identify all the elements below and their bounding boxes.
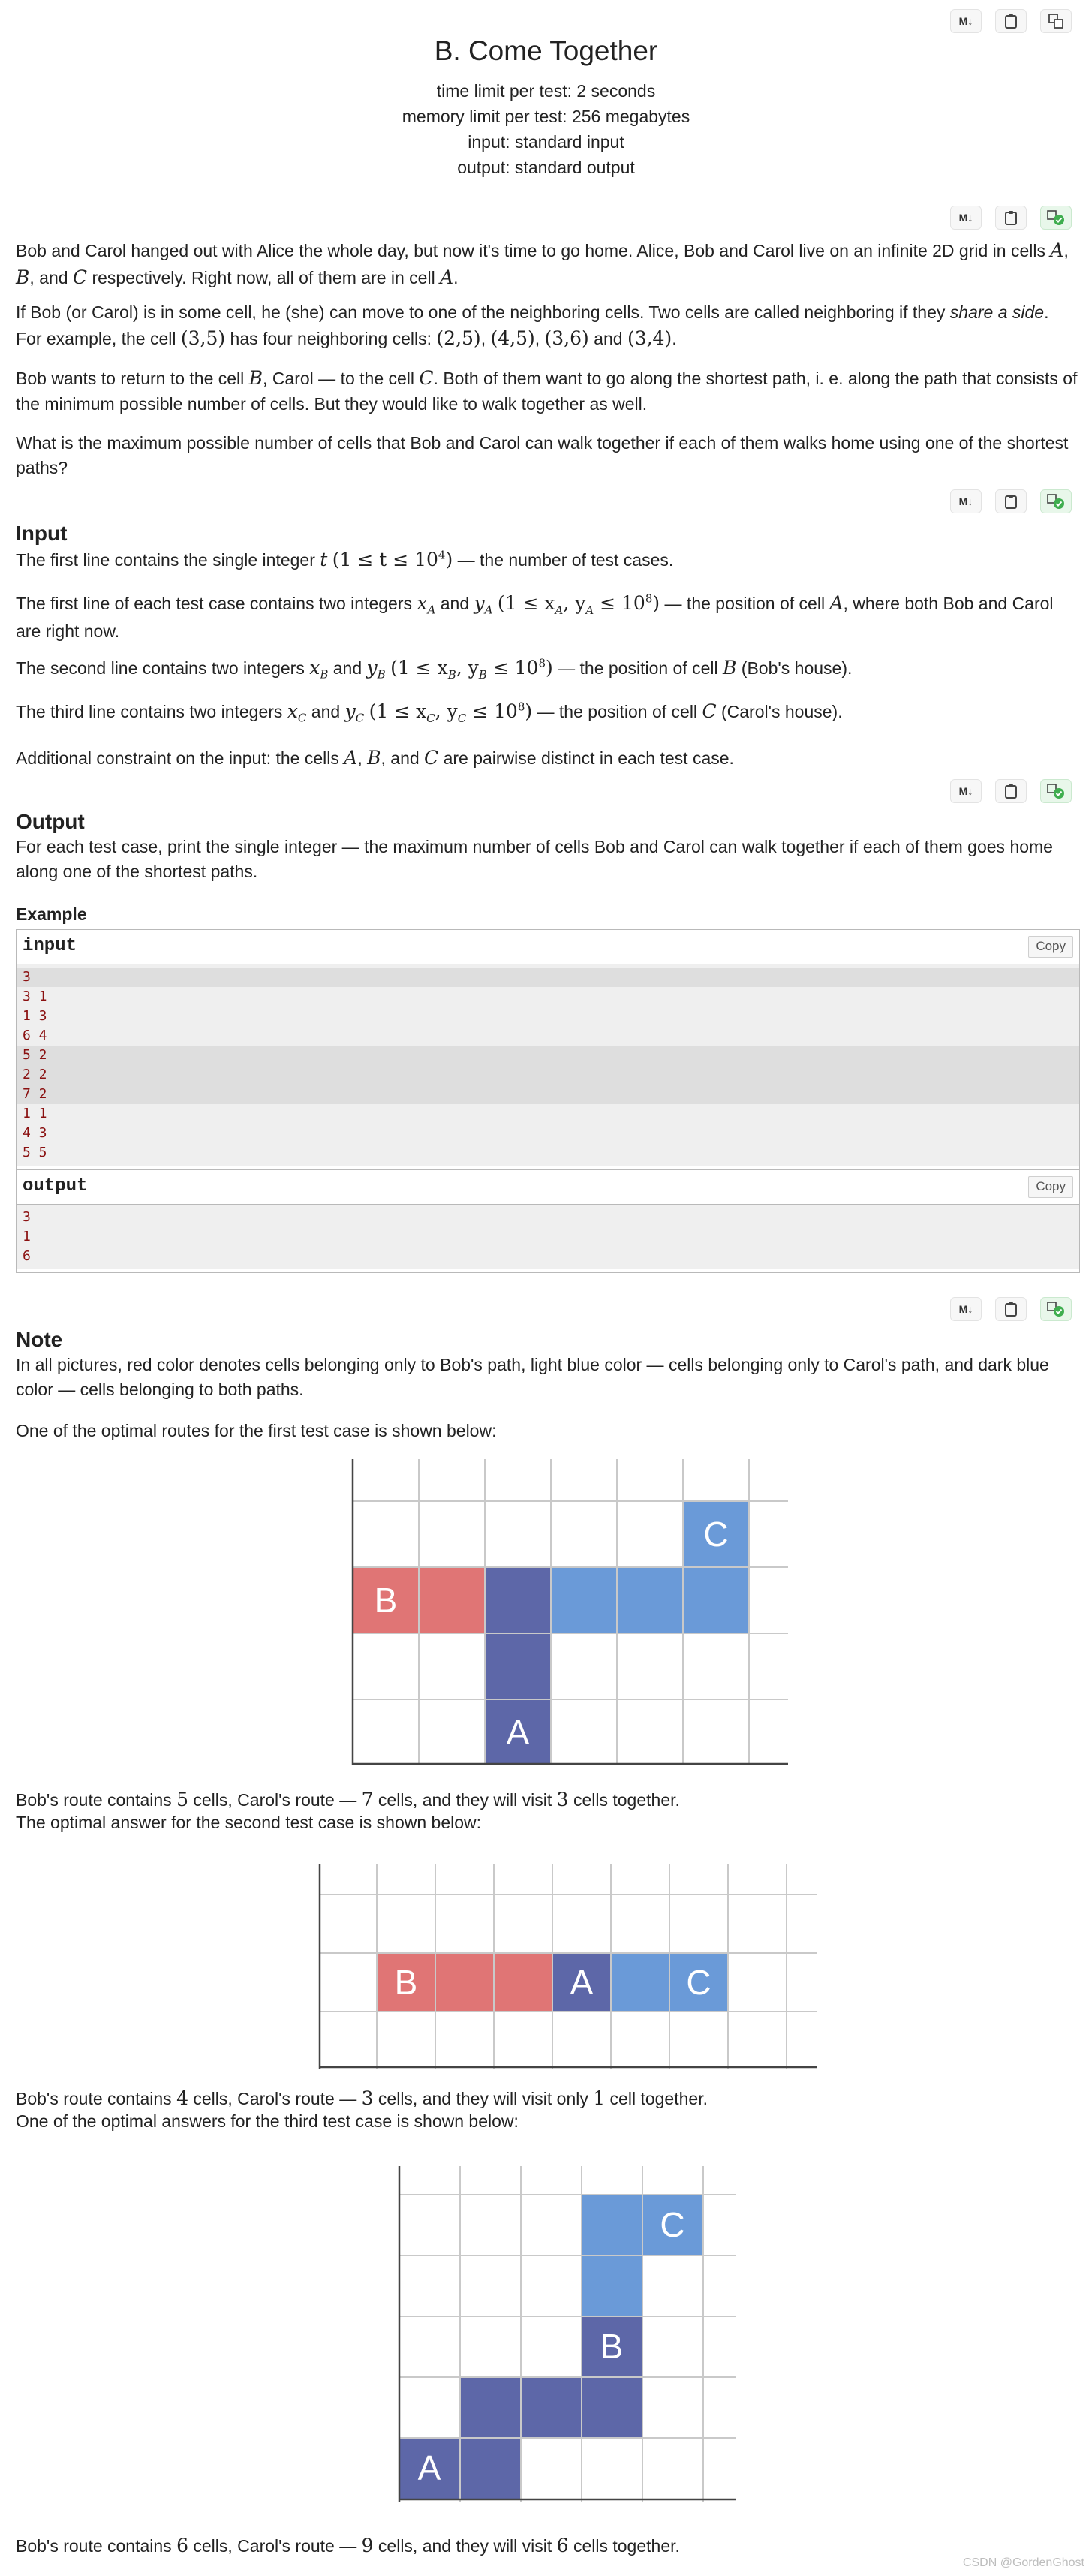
watermark: CSDN @GordenGhost (962, 2556, 1084, 2569)
label-alice: A (417, 2448, 441, 2487)
output-heading: Output (16, 810, 85, 833)
markdown-button[interactable]: M↓ (950, 489, 982, 513)
input-line-1: The first line contains the single integer t $(1 \le t \le 10^4)$ — the number of test cases. (16, 548, 674, 570)
note-paragraph-1: In all pictures, red color denotes cells belonging only to Bob's path, light blue color — cells belonging only to Carol's path, and dark blue color — cells belonging to both paths. (16, 1355, 1049, 1400)
time-limit: time limit per test: 2 seconds (436, 81, 656, 101)
statement-paragraph-2: If Bob (or Carol) is in some cell, he (she) can move to one of the neighboring cells. Two cells are called neighboring if they share a side. For example, the cell (3,5) has four neighboring cells: (2,5), (4,5), (3,6) and (3,4). (16, 302, 1049, 350)
input-line-4: The third line contains two integers $x_C$ and $y_C$ ($1 \le x_C$, $y_C \le 10^8$) — the position of cell C (Carol's house). (16, 700, 843, 725)
output-spec: output: standard output (457, 158, 635, 177)
statement-paragraph-3: Bob wants to return to the cell B, Carol — to the cell C. Both of them want to go along the shortest path, i. e. along the path that consists of the minimum possible number of cells. But they would like to walk together as well. (16, 367, 1078, 414)
example-input-box (16, 929, 1080, 1171)
clipboard-icon (1004, 1302, 1018, 1317)
example-output-box (16, 1169, 1080, 1273)
bob-cell (435, 1953, 494, 2012)
carol-cell (611, 1953, 669, 2012)
note-paragraph-2: One of the optimal routes for the first test case is shown below: (16, 1421, 497, 1440)
output-text: For each test case, print the single integer — the maximum number of cells Bob and Carol can walk together if each of them goes home along one of the shortest paths. (16, 837, 1053, 882)
carol-cell (582, 2195, 642, 2256)
copy-output-button[interactable]: Copy (1028, 1176, 1073, 1198)
input-label: input (23, 936, 77, 957)
problem-title: B. Come Together (434, 35, 658, 66)
markdown-button[interactable]: M↓ (950, 9, 982, 33)
check-button[interactable] (1040, 489, 1072, 513)
toolbar-header (950, 9, 1072, 35)
toolbar-statement (950, 206, 1072, 231)
label-carol: C (660, 2205, 685, 2244)
example-line: 2 2 (17, 1065, 1079, 1085)
clipboard-button[interactable] (995, 1297, 1027, 1321)
example-line: 7 2 (17, 1085, 1079, 1104)
label-alice: A (570, 1963, 594, 2002)
bob-cell (419, 1567, 485, 1633)
output-label: output (23, 1176, 88, 1197)
bob-cell (494, 1953, 552, 2012)
note-heading: Note (16, 1328, 63, 1351)
carol-cell (683, 1567, 749, 1633)
label-alice: A (506, 1713, 530, 1752)
input-heading: Input (16, 522, 68, 545)
memory-limit: memory limit per test: 256 megabytes (402, 107, 690, 126)
note-paragraph-3: The optimal answer for the second test case is shown below: (16, 1813, 482, 1832)
clipboard-button[interactable] (995, 9, 1027, 33)
clipboard-button[interactable] (995, 206, 1027, 230)
statement-paragraph-1: Bob and Carol hanged out with Alice the whole day, but now it's time to go home. Alice, Bob and Carol live on an infinite 2D grid in cells A, B, and C respectively. Right now, all of them are in cell A. (16, 239, 1069, 289)
carol-cell (551, 1567, 617, 1633)
toolbar-note (950, 1297, 1072, 1323)
example-line: 1 3 (23, 1008, 47, 1024)
translate-icon (1048, 14, 1063, 29)
check-icon (1047, 784, 1065, 799)
example-line: 1 1 (23, 1106, 47, 1121)
example-line: 5 2 (17, 1046, 1079, 1065)
toolbar-output (950, 779, 1072, 805)
note-caption-3: Bob's route contains 6 cells, Carol's route — 9 cells, and they will visit 6 cells together. (16, 2535, 680, 2556)
label-carol: C (703, 1515, 729, 1554)
figure-3-cells (399, 2195, 703, 2499)
example-input-text[interactable] (17, 964, 1079, 1166)
shared-cell (521, 2377, 582, 2438)
check-button[interactable] (1040, 206, 1072, 230)
label-carol: C (686, 1963, 711, 2002)
shared-cell (460, 2377, 521, 2438)
example-line: 6 4 (23, 1028, 47, 1043)
shared-cell (582, 2377, 642, 2438)
example-line: 3 1 (23, 989, 47, 1004)
shared-cell (485, 1567, 551, 1633)
label-bob: B (374, 1581, 398, 1620)
markdown-button[interactable]: M↓ (950, 206, 982, 230)
example-line: 6 (23, 1248, 31, 1264)
carol-cell (617, 1567, 683, 1633)
check-icon (1047, 494, 1065, 509)
note-caption-2: Bob's route contains 4 cells, Carol's route — 3 cells, and they will visit only 1 cell together. (16, 2087, 708, 2109)
example-output-text[interactable] (17, 1205, 1079, 1269)
note-paragraph-4: One of the optimal answers for the third test case is shown below: (16, 2111, 519, 2131)
statement-paragraph-4: What is the maximum possible number of cells that Bob and Carol can walk together if each of them walks home using one of the shortest paths? (16, 433, 1069, 478)
figure-test-case-3 (396, 2166, 739, 2502)
markdown-button[interactable]: M↓ (950, 779, 982, 803)
clipboard-icon (1004, 784, 1018, 799)
example-line: 3 (23, 1209, 31, 1225)
clipboard-icon (1004, 14, 1018, 29)
input-spec: input: standard input (468, 132, 624, 152)
carol-cell (582, 2256, 642, 2316)
clipboard-button[interactable] (995, 489, 1027, 513)
check-button[interactable] (1040, 1297, 1072, 1321)
example-line: 1 (23, 1229, 31, 1244)
markdown-button[interactable]: M↓ (950, 1297, 982, 1321)
label-bob: B (600, 2327, 624, 2366)
shared-cell (460, 2438, 521, 2499)
check-icon (1047, 1302, 1065, 1317)
clipboard-button[interactable] (995, 779, 1027, 803)
clipboard-icon (1004, 494, 1018, 509)
input-line-2: The first line of each test case contains two integers $x_A$ and $y_A$ ($1 \le x_A$, $y_A \le 10^8$) — the position of cell A, where both Bob and Carol are right now. (16, 591, 1054, 641)
note-caption-1: Bob's route contains 5 cells, Carol's route — 7 cells, and they will visit 3 cells together. (16, 1789, 680, 1810)
clipboard-icon (1004, 210, 1018, 225)
check-icon (1047, 210, 1065, 225)
figure-test-case-1 (350, 1459, 793, 1765)
translate-button[interactable] (1040, 9, 1072, 33)
example-line: 4 3 (23, 1125, 47, 1141)
copy-input-button[interactable]: Copy (1028, 936, 1073, 958)
input-line-3: The second line contains two integers $x_B$ and $y_B$ ($1 \le x_B$, $y_B \le 10^8$) — the position of cell B (Bob's house). (16, 656, 853, 682)
example-heading: Example (16, 904, 87, 924)
input-line-5: Additional constraint on the input: the cells A, B, and C are pairwise distinct in each test case. (16, 747, 734, 769)
check-button[interactable] (1040, 779, 1072, 803)
label-bob: B (394, 1963, 418, 2002)
toolbar-input (950, 489, 1072, 515)
shared-cell (485, 1633, 551, 1699)
example-line: 5 5 (23, 1145, 47, 1160)
figure-test-case-2 (317, 1864, 818, 2069)
example-line: 3 (17, 968, 1079, 987)
